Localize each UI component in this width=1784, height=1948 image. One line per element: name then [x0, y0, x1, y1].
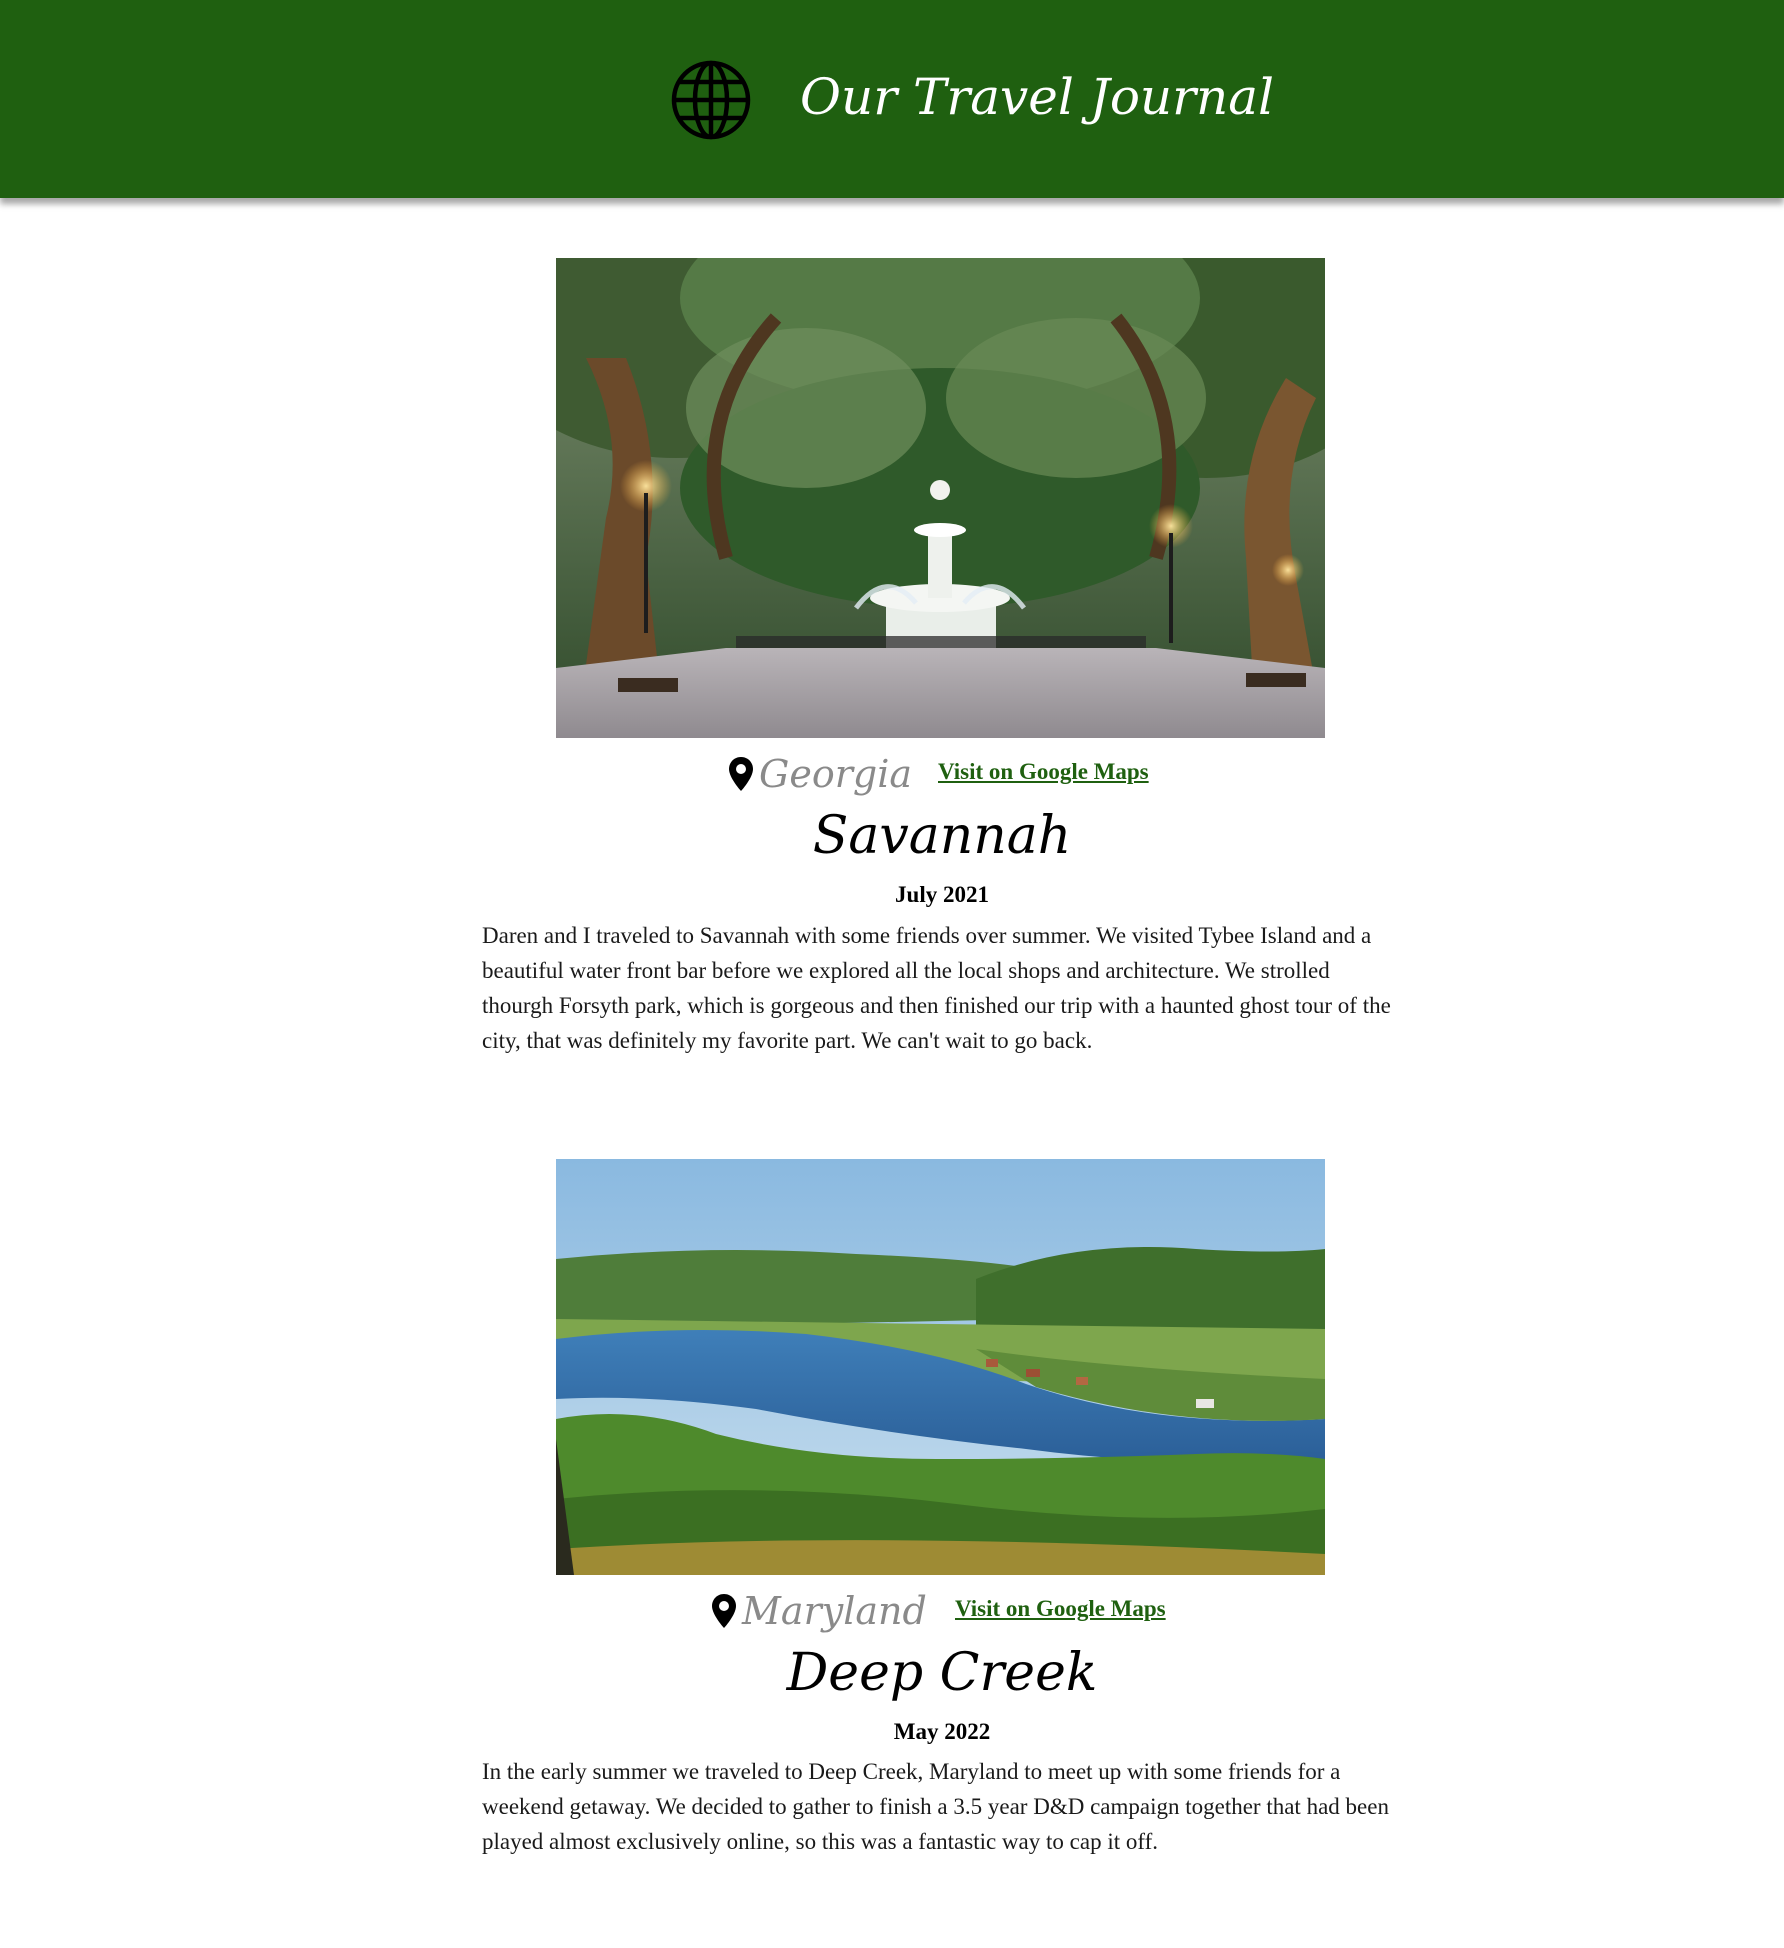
- trip-description: Daren and I traveled to Savannah with some friends over summer. We visited Tybee Island and a beautiful water front bar before we explored all the local shops and architecture. We strolled thourgh Forsyth park, which is gorgeous and then finished our trip with a haunted ghost tour of the city, that was definitely my favorite part. We can't wait to go back.: [482, 923, 1391, 1053]
- entry-photo-savannah: [556, 258, 1325, 738]
- trip-description: In the early summer we traveled to Deep Creek, Maryland to meet up with some friends for a weekend getaway. We decided to gather to finish a 3.5 year D&D campaign together that had been played almost exclusively online, so this was a fantastic way to cap it off.: [482, 1759, 1389, 1854]
- site-header: [0, 0, 1784, 198]
- place-title: Savannah: [812, 806, 1072, 866]
- country-label: Maryland: [742, 1589, 927, 1633]
- google-maps-link[interactable]: Visit on Google Maps: [955, 1596, 1166, 1621]
- globe-icon: [670, 59, 752, 141]
- google-maps-link[interactable]: Visit on Google Maps: [938, 759, 1149, 784]
- country-label: Georgia: [759, 752, 913, 796]
- site-title: Our Travel Journal: [800, 68, 1275, 126]
- journal-entry: [482, 258, 1402, 1058]
- place-title: Deep Creek: [786, 1643, 1098, 1703]
- trip-date: July 2021: [895, 882, 989, 907]
- location-row: [482, 746, 1402, 802]
- location-pin-icon: [711, 1593, 737, 1629]
- journal-entry: [482, 1159, 1402, 1899]
- entry-photo-deep-creek: [556, 1159, 1325, 1575]
- location-row: [482, 1583, 1402, 1639]
- location-pin-icon: [728, 756, 754, 792]
- trip-date: May 2022: [893, 1719, 991, 1744]
